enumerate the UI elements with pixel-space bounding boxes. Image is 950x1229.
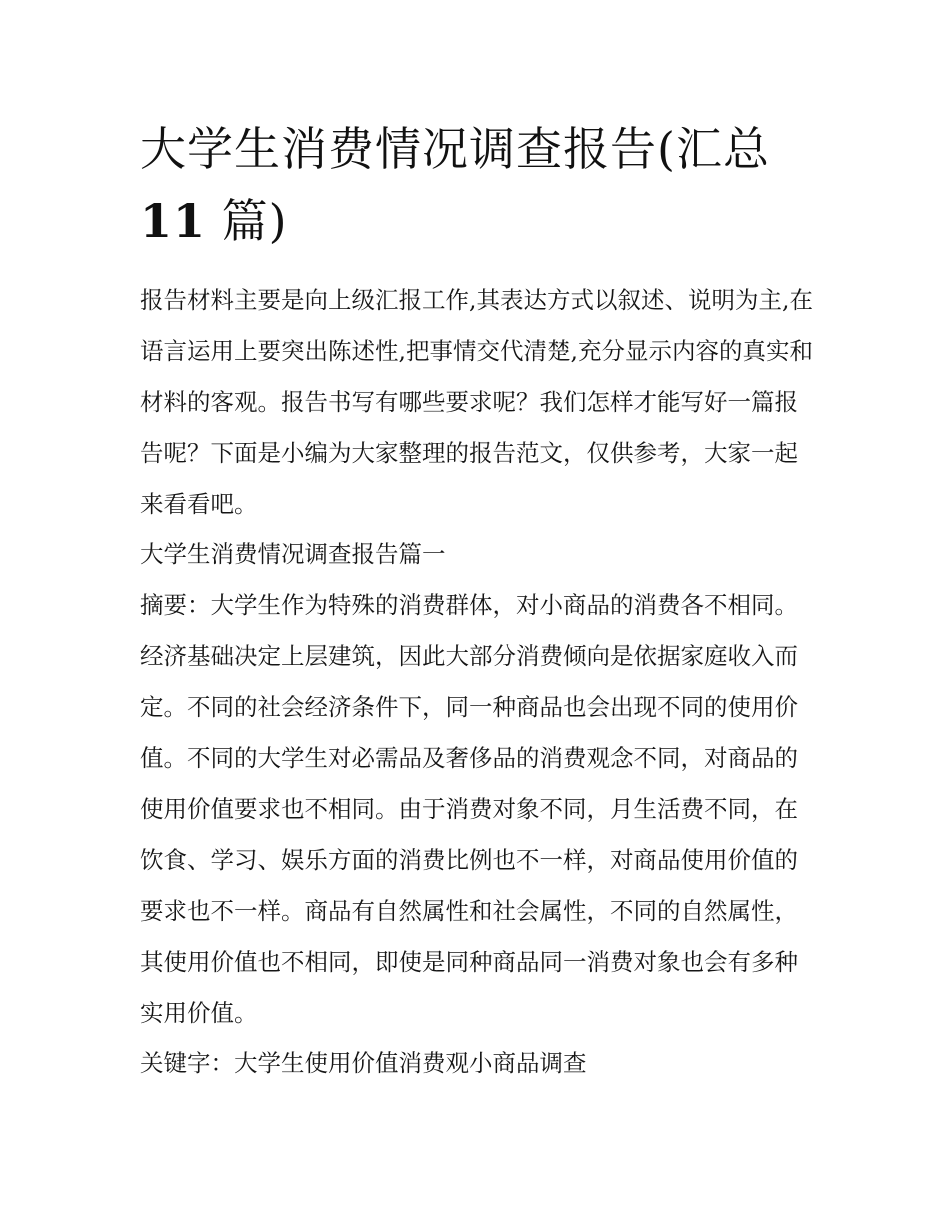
intro-paragraph: 报告材料主要是向上级汇报工作,其表达方式以叙述、说明为主,在语言运用上要突出陈述性,把事情交代清楚,充分显示内容的真实和材料的客观。报告书写有哪些要求呢？我们怎样才能写好一篇报告呢？下面是小编为大家整理的报告范文，仅供参考，大家一起来看看吧。 [140, 286, 813, 518]
title-number: 11 [140, 194, 207, 248]
keywords-line: 关键字：大学生使用价值消费观小商品调查 [140, 1049, 587, 1077]
section-heading: 大学生消费情况调查报告篇一 [140, 540, 446, 568]
document-title [140, 113, 820, 257]
title-prefix: 大学生消费情况调查报告(汇总 [140, 122, 770, 176]
title-suffix: 篇) [221, 194, 288, 248]
abstract-paragraph: 摘要：大学生作为特殊的消费群体，对小商品的消费各不相同。经济基础决定上层建筑，因此大部分消费倾向是依据家庭收入而定。不同的社会经济条件下，同一种商品也会出现不同的使用价值。不同的大学生对必需品及奢侈品的消费观念不同，对商品的使用价值要求也不相同。由于消费对象不同，月生活费不同，在饮食、学习、娱乐方面的消费比例也不一样，对商品使用价值的要求也不一样。商品有自然属性和社会属性，不同的自然属性，其使用价值也不相同，即使是同种商品同一消费对象也会有多种实用价值。 [140, 591, 798, 1027]
